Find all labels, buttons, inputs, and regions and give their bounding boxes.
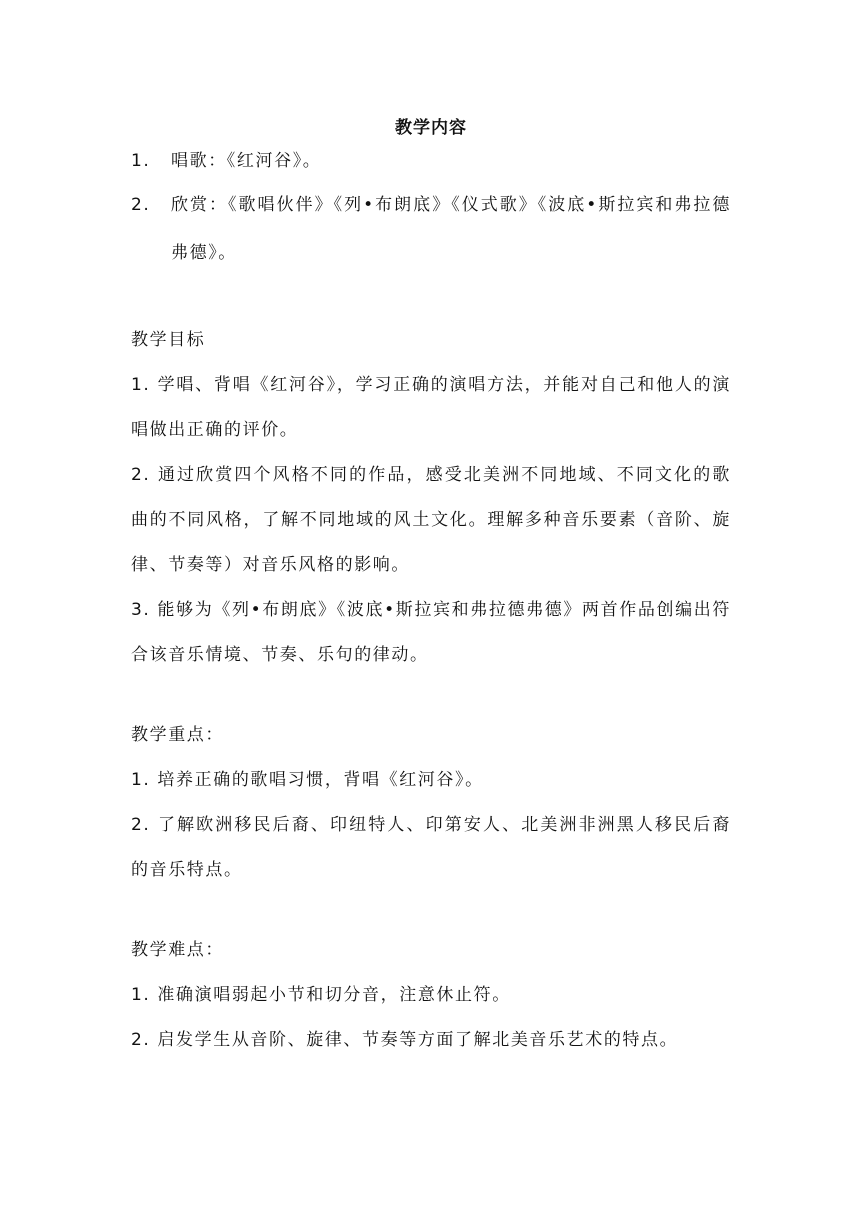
- section-gap: [131, 277, 731, 323]
- content-item-number: 2.: [131, 195, 151, 215]
- keypoint-item: 1. 培养正确的歌唱习惯，背唱《红河谷》。: [131, 770, 484, 790]
- objectives-heading: 教学目标: [131, 330, 206, 350]
- content-item-text: 欣赏：《歌唱伙伴》《列•布朗底》《仪式歌》《波底•斯拉宾和弗拉德弗德》。: [171, 195, 731, 263]
- content-item: [131, 181, 731, 277]
- section-gap: [131, 678, 731, 718]
- keypoint-item: 2. 了解欧洲移民后裔、印纽特人、印第安人、北美洲非洲黑人移民后裔的音乐特点。: [131, 815, 731, 880]
- difficulties-heading: 教学难点：: [131, 940, 224, 960]
- objective-item: 3. 能够为《列•布朗底》《波底•斯拉宾和弗拉德弗德》两首作品创编出符合该音乐情境、节奏、乐句的律动。: [131, 600, 731, 665]
- content-item-text: 唱歌：《红河谷》。: [171, 151, 322, 171]
- difficulty-item: 2. 启发学生从音阶、旋律、节奏等方面了解北美音乐艺术的特点。: [131, 1030, 679, 1050]
- content-item-number: 1.: [131, 151, 151, 171]
- difficulty-item: 1. 准确演唱弱起小节和切分音，注意休止符。: [131, 985, 511, 1005]
- page-title: 教学内容: [395, 118, 467, 138]
- content-item: [131, 143, 731, 179]
- objective-item: 2. 通过欣赏四个风格不同的作品，感受北美洲不同地域、不同文化的歌曲的不同风格，了解不同地域的风土文化。理解多种音乐要素（音阶、旋律、节奏等）对音乐风格的影响。: [131, 465, 731, 575]
- keypoints-heading: 教学重点：: [131, 725, 224, 745]
- document-page: [131, 113, 731, 1063]
- section-gap: [131, 893, 731, 933]
- objective-item: 1. 学唱、背唱《红河谷》，学习正确的演唱方法，并能对自己和他人的演唱做出正确的评价。: [131, 375, 731, 440]
